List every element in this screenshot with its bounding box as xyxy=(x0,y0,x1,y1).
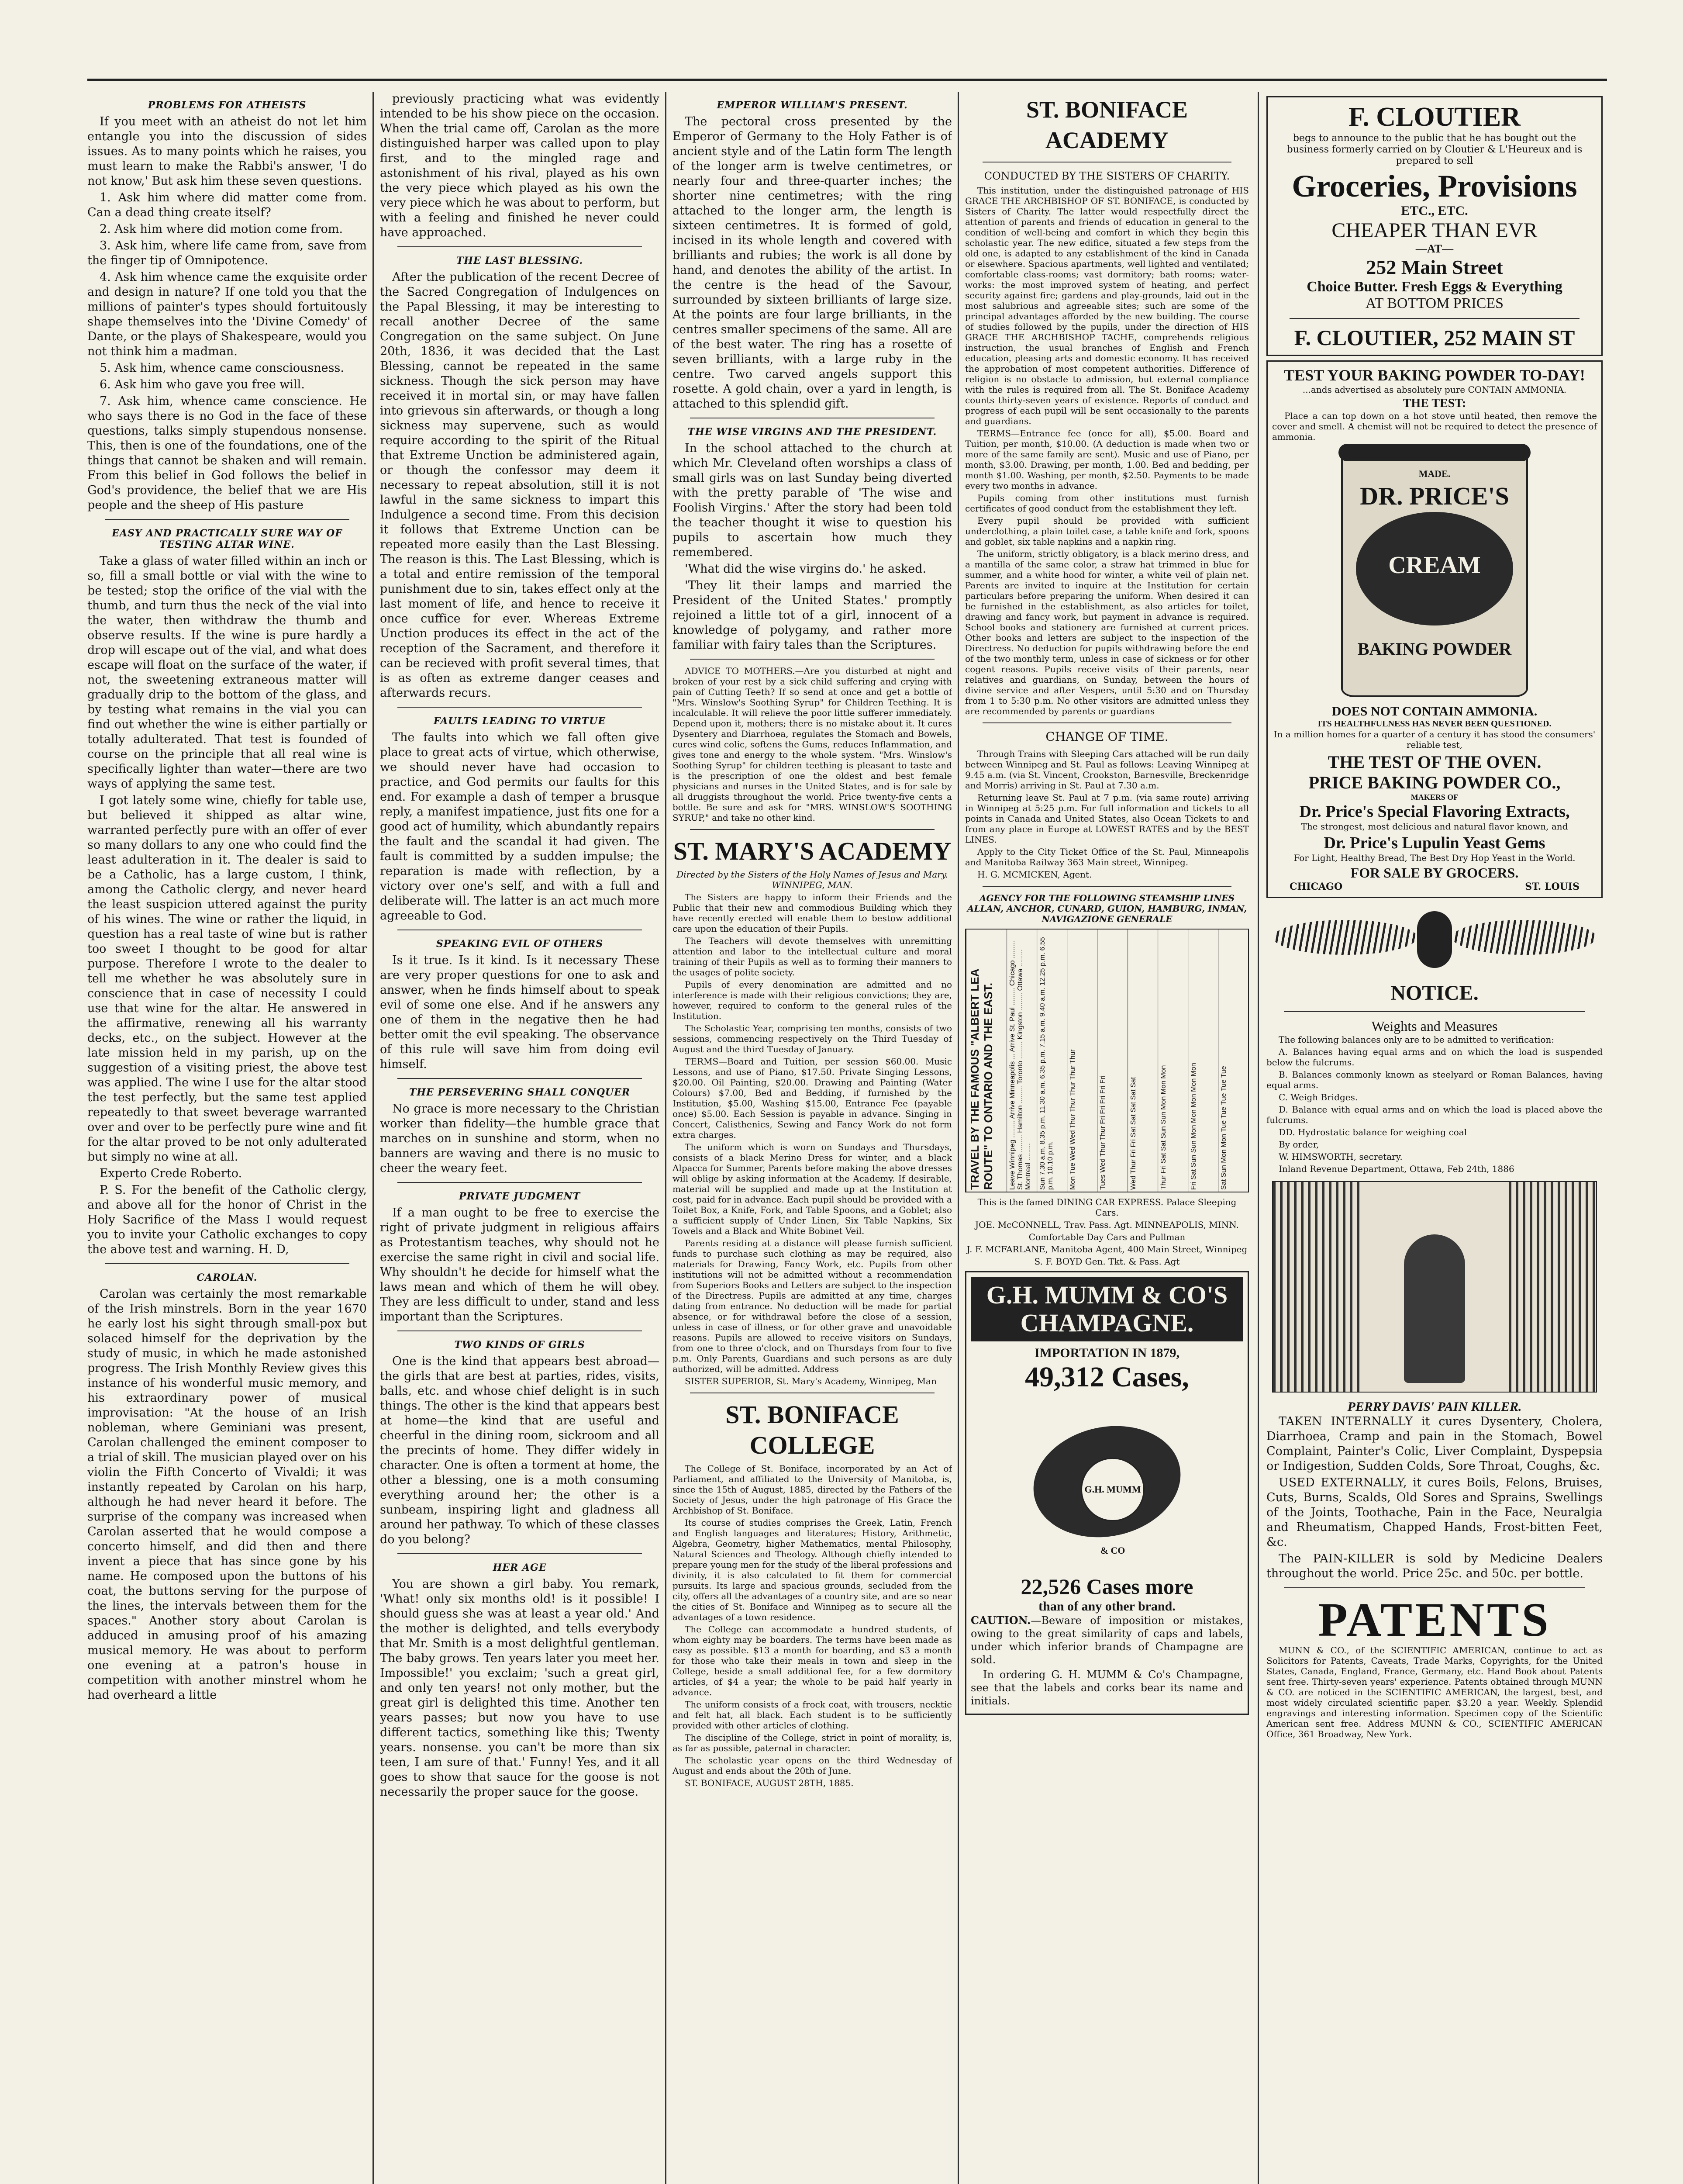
mumm-than: than of any other brand. xyxy=(1038,1599,1176,1614)
article xyxy=(380,938,659,1072)
column-rule xyxy=(665,92,666,2184)
article xyxy=(87,1272,367,1703)
paragraph: TAKEN INTERNALLY it cures Dysentery, Cholera, Diarrhoea, Cramp and pain in the Stomach, Bowel Complaint, Painter's Colic, Liver Complaint, Dyspepsia or Indigestion, Sudden Colds, Sore Throat, Coughs, &c. xyxy=(1266,1415,1603,1473)
paragraph: One is the kind that appears best abroad—the girls that are best at parties, rides, visits, balls, etc. and whose chief delight is in such things. The other is the kind that appears best at home—the kind that are useful and cheerful in the dining room, sickroom and all the precints of home. They differ widely in character. One is often a torment at home, the other a blessing, one is a moth consuming everything around her; the other is a sunbeam, inspiring light and gladness all around her pathway. To which of these classes do you belong? xyxy=(380,1355,659,1546)
paragraph: 5. Ask him, whence came consciousness. xyxy=(100,361,344,375)
paragraph: The Teachers will devote themselves with unremitting attention and labor to the intellectual culture and moral training of their Pupils as well as to forming their manners to the usages of polite society. xyxy=(673,936,952,978)
paragraph: 6. Ask him who gave you free will. xyxy=(100,378,305,391)
article xyxy=(673,100,952,411)
academy-subtitle: CONDUCTED BY THE SISTERS OF CHARITY. xyxy=(984,170,1230,182)
can-mid: CREAM xyxy=(1388,552,1481,579)
person-icon xyxy=(1404,1234,1465,1383)
article xyxy=(673,1400,952,1788)
timetable-side-1: Comfortable Day Cars and Pullman xyxy=(1028,1232,1186,1242)
cloutier-etc: ETC., ETC. xyxy=(1401,204,1468,218)
mumm-heading: G.H. MUMM & CO'S CHAMPAGNE. xyxy=(971,1277,1243,1341)
timetable-column: Tues Wed Thur Thur Fri Fri Fri Fri Fri xyxy=(1097,930,1127,1192)
divider xyxy=(397,1553,642,1554)
article-title: ST. MARY'S ACADEMY xyxy=(673,837,952,865)
paragraph: D. Balance with equal arms and on which the load is placed above the fulcrums. xyxy=(1266,1104,1603,1125)
divider xyxy=(397,246,642,247)
paragraph: W. HIMSWORTH, secretary. xyxy=(1279,1151,1403,1162)
paragraph: The College can accommodate a hundred students, of whom eighty may be boarders. The terms have been made as easy as possible. $13 a month for boarding, and $3 a month for those who take their meals in town and sleep in the College, beside a small additional fee, for a few dormitory articles, of $4 a year; the whole to be paid half yearly in advance. xyxy=(673,1624,952,1697)
paragraph: previously practicing what was evidently intended to be his show piece on the occasion. When the trial came off, Carolan as the more distinguished harper was called upon to play first, and to the mingled rage and astonishment of his rival, played as his own the very piece which played as his own the very piece which he was about to perform, but with a feeling and finished he never could have approached. xyxy=(380,92,659,239)
article-title: SPEAKING EVIL OF OTHERS xyxy=(436,938,604,950)
column-2 xyxy=(380,92,659,2184)
paragraph: Its course of studies comprises the Greek, Latin, French and English languages and literatures; History, Arithmetic, Algebra, Geometry, higher Mathematics, mental Philosophy, Natural Sciences and Theology. Although chiefly intended to prepare young men for the study of the liberal professions and divinity, it is also calculated to fit them for commercial pursuits. Its large and spacious grounds, secluded from the city, offers all the advantages of a country site, and are so near the cities of St. Boniface and Winnipeg as to secure all the advantages of a town residence. xyxy=(673,1517,952,1622)
paragraph: The uniform which is worn on Sundays and Thursdays, consists of a black Merino Dress for winter, and a black Alpacca for Summer, Parents before making the above dresses will oblige by asking information at the Academy. If desirable, material will be supplied and made up at the Institution at cost, paid for in advance. Each pupil should be provided with a Toilet Box, a Knife, Fork, and Table Spoons, and a Goblet; also a sufficient supply of Under Linen, Six Table Napkins, Six Towels and a Black and White Bobinet Veil. xyxy=(673,1142,952,1236)
paragraph: This institution, under the distinguished patronage of HIS GRACE THE ARCHBISHOP OF ST. BONIFACE, is conducted by Sisters of Charity. The latter would respectfully direct the attention of parents and friends of education in general to the condition of well-being and comfort in which they begin this scholastic year. The new edifice, situated a few steps from the old one, is adapted to any establishment of the kind in Canada or elsewhere. Spacious apartments, well lighted and ventilated; comfortable class-rooms; vast dormitory; bath rooms; water-works: the most improved system of heating, and perfect security against fire; gardens and play-grounds, laid out in the most salubrious and agreeable sites; such are some of the principal advantages afforded by the new building. The course of studies followed by the pupils, under the direction of HIS GRACE THE ARCHBISHOP TACHE, comprehends religious instruction, the usual branches of English and French education, pleasing arts and domestic economy. It has received the approbation of most competent authorities. Difference of religion is no obstacle to admission, but external compliance with the rules is required from all. The St. Boniface Academy counts thirty-seven years of existence. Reports of conduct and progress of each pupil will be sent occasionally to the parents and guardians. xyxy=(965,185,1249,426)
cloutier-at: —AT— xyxy=(1415,242,1454,255)
article xyxy=(380,715,659,923)
article xyxy=(87,528,367,1257)
article-title: CAROLAN. xyxy=(197,1272,258,1283)
divider xyxy=(397,1078,642,1079)
timetable-note: This is the famed DINING CAR EXPRESS. Palace Sleeping Cars. xyxy=(977,1197,1237,1218)
article-title: ST. BONIFACE COLLEGE xyxy=(725,1400,899,1459)
bp-chicago: CHICAGO xyxy=(1290,881,1343,892)
divider xyxy=(1284,1587,1585,1588)
paragraph: C. Weigh Bridges. xyxy=(1279,1092,1358,1102)
paragraph: The discipline of the College, strict in point of morality, is, as far as possible, paternal in character. xyxy=(673,1732,952,1753)
bp-healthful: ITS HEALTHFULNESS HAS NEVER BEEN QUESTIONED. xyxy=(1317,719,1552,729)
paragraph: The uniform, strictly obligatory, is a black merino dress, and a mantilla of the same color, a straw hat trimmed in blue for summer, and a white hood for winter, a white veil of plain net. Parents are invited to inquire at the Institution for certain particulars before preparing the uniform. When desired it can be furnished in the establishment, as also articles for toilet, drawing and fancy work, but payment in advance is required. School books and stationery are furnished at current prices. Other books and letters are subject to the inspection of the Directress. No deduction for pupils withdrawing before the end of the two monthly term, unless in case of sickness or for other cogent reasons. Pupils receive visits of their parents, near relatives and guardians, on Sunday, between the hours of divine service and after Vespers, until 5:30 and on Thursday from 1 to 5:30 p.m. No other visitors are admitted unless they are recommended by parents or guardians xyxy=(965,549,1249,716)
divider xyxy=(690,829,935,830)
divider xyxy=(1284,1011,1585,1012)
paragraph: The scholastic year opens on the third Wednesday of August and ends about the 20th of June. xyxy=(673,1755,952,1776)
bp-sub: ...ands advertised as absolutely pure CONTAIN AMMONIA. xyxy=(1302,384,1567,395)
paragraph: Is it true. Is it kind. Is it necessary These are very proper questions for one to ask and answer, when he finds himself about to speak evil of some one else. And if he answers any one of them in the negative then he had better omit the evil speaking. The observance of this rule will save him from doing evil himself. xyxy=(380,954,659,1071)
paragraph: In the school attached to the church at which Mr. Cleveland often worships a class of small girls was on last Sunday being diverted with the pretty parable of 'The wise and Foolish Virgins.' After the story had been told the teacher thought it wise to question his pupils to ascertain how much they remembered. xyxy=(673,442,952,559)
divider xyxy=(397,707,642,708)
paragraph: 3. Ask him, where life came from, save from the finger tip of Omnipotence. xyxy=(87,239,367,267)
paragraph: DD. Hydrostatic balance for weighing coal xyxy=(1279,1127,1467,1137)
column-3 xyxy=(673,92,952,2184)
timetable-column: Mon Tue Wed Wed Thur Thur Thur Thur Thur xyxy=(1067,930,1097,1192)
cloutier-ad xyxy=(1266,96,1603,356)
cloutier-name: F. CLOUTIER xyxy=(1348,102,1521,132)
mumm-cases: 49,312 Cases, xyxy=(1025,1361,1189,1393)
paragraph: Pupils coming from other institutions must furnish certificates of good conduct from the establishment they left. xyxy=(965,493,1249,514)
paragraph: Experto Crede Roberto. xyxy=(100,1167,242,1180)
paragraph: Inland Revenue Department, Ottawa, Feb 24th, 1886 xyxy=(1279,1164,1514,1174)
notice-title: NOTICE. xyxy=(1390,981,1479,1005)
paragraph: The College of St. Boniface, incorporated by an Act of Parliament, and affiliated to the University of Manitoba, is, since the 15th of August, 1885, directed by the Fathers of the Society of Jesus, under the high patronage of His Grace the Archbishop of St. Boniface. xyxy=(673,1463,952,1516)
article-title: PRIVATE JUDGMENT xyxy=(459,1191,581,1202)
paragraph: No grace is more necessary to the Christian worker than fidelity—the humble grace that marches on in sunshine and storm, when no banners are waving and there is no music to cheer the weary feet. xyxy=(380,1102,659,1175)
change-of-time-title: CHANGE OF TIME. xyxy=(1045,729,1169,744)
paragraph: The PAIN-KILLER is sold by Medicine Dealers throughout the world. Price 25c. and 50c. per bottle. xyxy=(1266,1552,1603,1580)
timetable-column: Sun 7.30 a.m. 8.35 p.m. 11.30 a.m. 6.35 p.m. 7.15 a.m. 9.40 a.m. 12.25 p.m. 6.55 p.m. 10.10 p.m. xyxy=(1037,930,1067,1192)
paragraph: Pupils of every denomination are admitted and no interference is made with their religious convictions; they are, however, required to conform to the general rules of the Institution. xyxy=(673,979,952,1021)
paragraph: 1. Ask him where did matter come from. Can a dead thing create itself? xyxy=(87,191,367,219)
paragraph: Take a glass of water filled within an inch or so, fill a small bottle or vial with the wine to be tested; stop the orifice of the vial with the thumb, and turn thus the neck of the vial into the water, then withdraw the thumb and observe results. If the wine is pure hardly a drop will escape out of the vial, and what does escape will float on the surface of the water, if not, the sweetening extraneous matter will gradually drip to the bottom of the glass, and by testing what remains in the vial you can find out whether the wine is either partially or totally adulterated. That test is founded of course on the principle that all real wine is specifically lighter than water—there are two ways of applying the same test. xyxy=(87,554,367,791)
article xyxy=(673,836,952,1386)
paragraph: The Scholastic Year, comprising ten months, consists of two sessions, commencing respectively on the Third Tuesday of August and the third Tuesday of January. xyxy=(673,1023,952,1054)
paragraph: You are shown a girl baby. You remark, 'What! only six months old! is it possible! I should guess she was at least a year old.' And the mother is delighted, and tells everybody that Mr. Smith is a most delightful gentleman. The baby grows. Ten years later you meet her. Impossible!' you exclaim; 'such a great girl, and only ten years! not only mother, but the great girl is delighted this time. Another ten years passes; but now you have to use different tactics, something like this; Twenty years. nonsense. you can't be more than six teen, I am sure of that.' Funny! Yes, and it all goes to show that sauce for the goose is not necessarily the proper sauce for the goose. xyxy=(380,1577,659,1799)
paragraph: H. G. MCMICKEN, Agent. xyxy=(977,869,1092,880)
change-of-time-body xyxy=(965,749,1249,880)
divider xyxy=(397,1330,642,1331)
divider xyxy=(983,886,1231,887)
eagle-icon xyxy=(1273,902,1596,977)
timetable-agent: JOE. McCONNELL, Trav. Pass. Agt. MINNEAPOLIS, MINN. xyxy=(975,1220,1239,1230)
column-4 xyxy=(965,92,1249,2184)
paragraph: The following balances only are to be admitted to verification: xyxy=(1279,1034,1555,1045)
timetable-side-2: J. F. MCFARLANE, Manitoba Agent, 400 Main Street, Winnipeg xyxy=(966,1244,1248,1254)
column-5 xyxy=(1266,92,1603,2184)
article-title: THE LAST BLESSING. xyxy=(456,255,583,266)
baking-powder-ad xyxy=(1266,360,1603,898)
column-rule xyxy=(1258,92,1259,2184)
cloutier-cheaper: CHEAPER THAN EVR xyxy=(1331,219,1538,242)
paragraph: If a man ought to be free to exercise the right of private judgment in religious affairs as Protestantism teaches, why should not he exercise the same right in civil and social life. Why shouldn't he decide for himself what the laws mean and which of them he will obey. They are less difficult to under, stand and less important than the Scriptures. xyxy=(380,1206,659,1324)
article-title: FAULTS LEADING TO VIRTUE xyxy=(433,715,606,727)
bp-test-text: Place a can top down on a hot stove until heated, then remove the cover and smell. A chemist will not be required to detect the presence of ammonia. xyxy=(1272,411,1597,442)
bp-lupulin: Dr. Price's Lupulin Yeast Gems xyxy=(1324,834,1545,852)
paragraph: B. Balances commonly known as steelyard or Roman Balances, having equal arms. xyxy=(1266,1069,1603,1090)
paragraph: After the publication of the recent Decree of the Sacred Congregation of Indulgences on the Papal Blessing, it may be interesting to recall another Decree of the same Congregation on the same subject. On June 20th, 1836, it was decided that the Last Blessing, cannot be repeated in the same sickness. Though the sick person may have received it in mortal sin, or may have fallen into grievous sin afterwards, or though a long sickness may supervene, such as would require according to the spirit of the Ritual that Extreme Unction be administered again, or though the confessor may deem it necessary to repeat absolution, still it is not lawful in the same sickness to impart this Indulgence a second time. From this decision it follows that Extreme Unction can be repeated more easily than the Last Blessing. The reason is this. The Last Blessing, which is a total and entire remission of the temporal punishment due to sin, takes effect only at the last moment of life, and hence to receive it once cuffice for ever. Whereas Extreme Unction produces its effect in the act of the reception of the Sacrament, and therefore it can be recieved with profit several times, that is as often as extreme danger ceases and afterwards recurs. xyxy=(380,270,659,700)
top-border xyxy=(87,79,1607,81)
timetable-side-3: S. F. BOYD Gen. Tkt. & Pass. Agt xyxy=(1034,1256,1180,1267)
paragraph: The faults into which we fall often give place to great acts of virtue, which otherwise, we should never have had occasion to practice, and God permits our faults for this end. For example a dash of temper a brusque reply, a manifest impatience, just fits one for a good act of humility, which abundantly repairs the fault and the scandal it had given. The fault is committed by a sudden impulse; the reparation is made with reflection, by a victory over one's self, and with a full and deliberate will. The latter is an act much more agreeable to God. xyxy=(380,731,659,923)
article-subtitle: Directed by the Sisters of the Holy Names of Jesus and Mary. WINNIPEG, MAN. xyxy=(676,869,948,890)
article xyxy=(380,92,659,240)
divider xyxy=(397,1182,642,1183)
article-title: EMPEROR WILLIAM'S PRESENT. xyxy=(717,100,908,111)
column-1 xyxy=(87,92,367,2184)
notice-body xyxy=(1266,1034,1603,1174)
column-rule xyxy=(372,92,374,2184)
patents-title: PATENTS xyxy=(1318,1593,1551,1646)
bp-stlouis: ST. LOUIS xyxy=(1525,881,1580,892)
paragraph: By order, xyxy=(1279,1139,1319,1150)
railroad-timetable xyxy=(965,929,1249,1192)
paragraph: The pectoral cross presented by the Emperor of Germany to the Holy Father is of ancient style and of the Latin form The length of the longer arm is twelve centimetres, or nearly four and three-quarter inches; the shorter nine centimetres; with the ring attached to the longer arm, the length is sixteen centimetres. It is formed of gold, incised in its whole length and covered with brilliants and rubies; the work is all done by hand, and denotes the ability of the artist. In the centre is the head of the Savour, surrounded by sixteen brilliants of large size. At the points are four large brilliants, in the centres smaller specimens of the same. All are of the best water. The ring has a rosette of seven brilliants, with a large ruby in the centre. Two carved angels support this rosette. A gold chain, over a yard in length, is attached to this splendid gift. xyxy=(673,115,952,411)
divider xyxy=(105,519,349,520)
paragraph: Every pupil should be provided with sufficient underclothing, a plain toilet case, a table knife and fork, spoons and goblet, six table napkins and a napkin ring. xyxy=(965,515,1249,547)
timetable-column: Wed Thur Fri Fri Sat Sat Sat Sat Sat xyxy=(1128,930,1158,1192)
paragraph: USED EXTERNALLY, it cures Boils, Felons, Bruises, Cuts, Burns, Scalds, Old Sores and Sprains, Swellings of the Joints, Toothache, Pain in the Face, Neuralgia and Rheumatism, Chapped Hands, Frost-bitten Feet, &c. xyxy=(1266,1476,1603,1549)
cloutier-intro: begs to announce to the public that he has bought out the business formerly carried on by Cloutier & L'Heureux and is prepared to sell xyxy=(1286,133,1583,166)
pain-killer-heading: PERRY DAVIS' PAIN KILLER. xyxy=(1347,1400,1522,1414)
academy-title: ST. BONIFACE ACADEMY xyxy=(1026,97,1188,153)
can-top: DR. PRICE'S xyxy=(1360,482,1509,510)
divider xyxy=(105,1263,349,1264)
steamship-lines: AGENCY FOR THE FOLLOWING STEAMSHIP LINES ALLAN, ANCHOR, CUNARD, GUION, HAMBURG, INMAN, NAVIGAZIONE GENERALE xyxy=(967,893,1247,924)
bp-makers: MAKERS OF xyxy=(1411,793,1459,802)
pain-killer-body xyxy=(1266,1414,1603,1581)
can-made: MADE. xyxy=(1418,468,1451,479)
paragraph: Through Trains with Sleeping Cars attached will be run daily between Winnipeg and St. Paul as follows: Leaving Winnipeg at 9.45 a.m. (via St. Vincent, Crookston, Barnesville, Breckenridge and Morris) arriving in St. Paul at 7.30 a.m. xyxy=(965,749,1249,791)
divider xyxy=(690,659,935,660)
caution-text-2: In ordering G. H. MUMM & Co's Champagne, see that the labels and corks bear its name and initials. xyxy=(971,1669,1243,1707)
cloutier-groceries: Groceries, Provisions xyxy=(1292,169,1577,204)
article xyxy=(380,1339,659,1547)
article xyxy=(380,1562,659,1800)
paragraph: P. S. For the benefit of the Catholic clergy, and above all for the honor of Christ in the Holy Sacrifice of the Mass I would request you to invite your Catholic exchanges to copy the above test and warning. H. D, xyxy=(87,1183,367,1256)
cloutier-footer: F. CLOUTIER, 252 MAIN ST xyxy=(1294,325,1575,350)
article-title: THE PERSEVERING SHALL CONQUER xyxy=(409,1087,631,1098)
academy-body xyxy=(965,185,1249,716)
divider xyxy=(983,722,1231,723)
article xyxy=(673,426,952,653)
bp-strongest: The strongest, most delicious and natural flavor known, and xyxy=(1301,821,1568,832)
paragraph: Returning leave St. Paul at 7 p.m. (via same route) arriving in Winnipeg at 5:25 p.m. For full information and tickets to all points in Canada and United States, also Ocean Tickets to and from any place in Europe at LOWEST RATES and by the BEST LINES. xyxy=(965,792,1249,845)
cloutier-prices: AT BOTTOM PRICES xyxy=(1365,295,1504,311)
article xyxy=(87,100,367,513)
article xyxy=(380,255,659,701)
can-bot: BAKING POWDER xyxy=(1357,639,1512,659)
paragraph: If you meet with an atheist do not let him entangle you into the discussion of sides issues. As to many points which he raises, you must learn to make the Rabbi's answer, 'I do not know,' But ask him these seven questions. xyxy=(87,115,367,188)
paragraph: 4. Ask him whence came the exquisite order and design in nature? If one told you that the millions of painter's types should fortuitously shape themselves into the 'Divine Comedy' of Dante, or the plays of Shakespeare, would you not think him a madman. xyxy=(87,270,367,358)
bp-no-ammonia: DOES NOT CONTAIN AMMONIA. xyxy=(1331,704,1538,719)
caution-text: —Beware of imposition or mistakes, owing to the great similarity of caps and labels, under which inferior brands of Champagne are sold. xyxy=(971,1614,1243,1666)
paragraph: 'What did the wise virgins do.' he asked. xyxy=(685,562,927,576)
caution-heading: CAUTION. xyxy=(971,1614,1031,1627)
paragraph: The uniform consists of a frock coat, with trousers, necktie and felt hat, all black. Each student is to be sufficiently provided with other articles of clothing. xyxy=(673,1699,952,1731)
bp-company: PRICE BAKING POWDER CO., xyxy=(1308,773,1561,792)
pain-killer-illustration xyxy=(1272,1181,1597,1393)
bp-flavoring: Dr. Price's Special Flavoring Extracts, xyxy=(1299,802,1570,821)
baking-powder-can-icon xyxy=(1341,449,1528,697)
paragraph: ADVICE TO MOTHERS.—Are you disturbed at night and broken of your rest by a sick child suffering and crying with pain of Cutting Teeth? If so send at once and get a bottle of "Mrs. Winslow's Soothing Syrup" for Children Teething. It is incalculable. It will relieve the poor little sufferer immediately. Depend upon it, mothers; there is no mistake about it. It cures Dysentery and Diarrhoea, regulates the Stomach and Bowels, cures wind colic, softens the Gums, reduces Inflammation, and gives tone and energy to the whole system. "Mrs. Winslow's Soothing Syrup" for children teething is pleasant to taste and is the prescription of one the oldest and best female physicians and nurses in the United States, and is for sale by all druggists throughout the world. Price twenty-five cents a bottle. Be sure and ask for "MRS. WINSLOW'S SOOTHING SYRUP," and take no other kind. xyxy=(673,666,952,823)
timetable-column: Fri Sat Sun Sun Mon Mon Mon Mon Mon xyxy=(1188,930,1218,1192)
paragraph: 7. Ask him, whence came conscience. He who says there is no God in the face of these questions, talks simply stupendous nonsense. This, then is one of the foundations, one of the things that cannot be shaken and will remain. From this belief in God follows the belief in God's providence, the belief that we are His people and the sheep of His pasture xyxy=(87,394,367,512)
article-title: HER AGE xyxy=(493,1562,547,1573)
bottle-label: G.H. MUMM & CO xyxy=(1081,1458,1145,1521)
timetable-column: Sat Sun Mon Mon Tue Tue Tue Tue Tue xyxy=(1218,930,1248,1192)
mumm-importation: IMPORTATION IN 1879, xyxy=(1034,1346,1179,1360)
article xyxy=(380,1087,659,1176)
notice-subtitle: Weights and Measures xyxy=(1371,1018,1498,1034)
column-rule xyxy=(958,92,959,2184)
bp-sale: FOR SALE BY GROCERS. xyxy=(1350,865,1519,881)
cloutier-address: 252 Main Street xyxy=(1366,256,1503,278)
bp-oven: THE TEST OF THE OVEN. xyxy=(1328,752,1542,772)
mumm-champagne-ad xyxy=(965,1271,1249,1715)
paragraph: TERMS—Entrance fee (once for all), $5.00. Board and Tuition, per month, $10.00. (A deduction is made when two or more of the same family are sent). Music and use of Piano, per month, $3.00. Drawing, per month, 1.00. Bed and bedding, per month $1.00. Washing, per month, $2.50. Payments to be made every two months in advance. xyxy=(965,428,1249,491)
paragraph: Apply to the City Ticket Office of the St. Paul, Minneapolis and Manitoba Railway 363 Main street, Winnipeg. xyxy=(965,847,1249,867)
bp-million: In a million homes for a quarter of a century it has stood the consumers' reliable test, xyxy=(1273,729,1596,750)
divider xyxy=(1290,318,1580,319)
paragraph: The Sisters are happy to inform their Friends and the Public that their new and commodious Building which they have recently erected will enable them to bestow additional care upon the education of their Pupils. xyxy=(673,892,952,934)
article-title: EASY AND PRACTICALLY SURE WAY OF TESTING ALTAR WINE. xyxy=(112,528,342,550)
paragraph: A. Balances having equal arms and on which the load is suspended below the fulcrums. xyxy=(1266,1047,1603,1068)
paragraph: TERMS—Board and Tuition, per session $60.00. Music Lessons, and use of Piano, $17.50. Private Singing Lessons, $20.00. Oil Painting, $20.00. Drawing and Painting (Water Colours) $7.00, Bed and Bedding, if furnished by the Institution, $5.00, Washing $15.00, Entrance Fee (payable once) $5.00. Each Session is payable in advance. Singing in Concert, Calisthenics, Sewing and Fancy Work do not form extra charges. xyxy=(673,1056,952,1140)
champagne-bottle-icon xyxy=(1015,1401,1199,1567)
paragraph: Parents residing at a distance will please furnish sufficient funds to purchase such clothing as may be required, also materials for Drawing, Fancy Work, etc. Pupils from other institutions will not be admitted without a recommendation from Superiors Books and Letters are subject to the inspection of the Directress. Pupils are admitted at any time, charges dating from entrance. No deduction will be made for partial absence, or for withdrawal before the close of a session, unless in case of illness, or for other grave and unavoidable reasons. Pupils are allowed to receive visitors on Sundays, from one to three o'clock, and on Thursdays from four to five p.m. Only Parents, Guardians and such persons as are duly authorized, will be admitted. Address xyxy=(673,1238,952,1374)
article-title: PROBLEMS FOR ATHEISTS xyxy=(148,100,307,111)
paragraph: Carolan was certainly the most remarkable of the Irish minstrels. Born in the year 1670 he early lost his sight through small-pox but solaced himself for the deprivation by the study of music, in which he made astonished progress. The Irish Monthly Review gives this instance of his wonderful music memory, and his extraordinary power of musical improvisation: "At the house of an Irish nobleman, where Geminiani was present, Carolan challenged the eminent composer to a trial of skill. The musician played over on his violin the Fifth Concerto of Vivaldi; it was instantly repeated by Carolan on his harp, although he had never heard it before. The surprise of the company was increased when Carolan asserted that he would compose a concerto himself, and did then and there invent a piece that has since gone by his name. He composed upon the buttons of his coat, the buttons serving for the purpose of the lines, the intervals between them for the spaces." Another story about Carolan is adduced in amusing proof of his amazing musical memory. He was about to perform one evening at a patron's house in competition with another minstrel whom he had overheard a little xyxy=(87,1287,367,1702)
paragraph: I got lately some wine, chiefly for table use, but believed it shipped as altar wine, warranted perfectly pure with an offer of ever so many dollars to any one who could find the least adulteration in it. The dealer is said to be a Catholic, has a large custom, I think, among the Catholic clergy, and never heard the least suspicion uttered against the purity of his wines. The wine or rather the liquid, in question has a real taste of wine but is rather too sweet I thought to be good for altar purpose. Therefore I wrote to the dealer to tell me whether he was absolutely sure in conscience that in case of necessity I could use that wine for the altar. He answered in the affirmative, renewing all his warranty decks, etc., on the subject. However at the late mission held in my parish, up on the suggestion of a visiting priest, the above test was applied. The wine I use for the altar stood the test perfectly, but the same test applied repeatedly to that sweet beverage warranted over and over to be perfectly pure wine and fit for the altar proved to be not only adulterated but simply no wine at all. xyxy=(87,794,367,1164)
paragraph: SISTER SUPERIOR, St. Mary's Academy, Winnipeg, Man xyxy=(685,1376,937,1386)
bp-test: THE TEST: xyxy=(1403,397,1466,410)
bp-light: For Light, Healthy Bread, The Best Dry Hop Yeast in the World. xyxy=(1293,853,1576,863)
timetable-column: Thur Fri Sat Sat Sun Sun Mon Mon Mon xyxy=(1158,930,1188,1192)
paragraph: ST. BONIFACE, AUGUST 28TH, 1885. xyxy=(685,1778,854,1788)
paragraph: 2. Ask him where did motion come from. xyxy=(100,222,343,236)
bp-heading: TEST YOUR BAKING POWDER TO-DAY! xyxy=(1284,366,1585,384)
albert-lea-route: TRAVEL BY THE FAMOUS "ALBERT LEA ROUTE" TO ONTARIO AND THE EAST. xyxy=(966,930,1007,1192)
cloutier-choice: Choice Butter. Fresh Eggs & Everything xyxy=(1307,279,1562,295)
newspaper-page xyxy=(87,66,1607,2184)
mumm-more: 22,526 Cases more xyxy=(1021,1574,1193,1599)
paragraph: 'They lit their lamps and married the President of the United States.' promptly rejoined a little tot of a girl, innocent of a knowledge of polygamy, and rather more familiar with fairy tales than the Scriptures. xyxy=(673,579,952,652)
article xyxy=(380,1191,659,1324)
timetable-column: Leave Winnipeg ......... Arrive Minneapolis ... Arrive St. Paul ......... Chicago ......... St. Thomas ......... Hamilton ......... Toronto ......... Kingston ......... Ottawa ......... Montreal ......... xyxy=(1007,930,1037,1192)
article xyxy=(673,666,952,823)
patents-text: MUNN & CO., of the SCIENTIFIC AMERICAN, continue to act as Solicitors for Patents, Caveats, Trade Marks, Copyrights, for the United States, Canada, England, France, Germany, etc. Hand Book about Patents sent free. Thirty-seven years' experience. Patents obtained through MUNN & CO. are noticed in the SCIENTIFIC AMERICAN, the largest, best, and most widely circulated scientific paper. $3.20 a year. Weekly. Splendid engravings and interesting information. Specimen copy of the Scientific American sent free. Address MUNN & CO., SCIENTIFIC AMERICAN Office, 361 Broadway, New York. xyxy=(1266,1645,1603,1739)
article-title: THE WISE VIRGINS AND THE PRESIDENT. xyxy=(687,426,937,438)
article-title: TWO KINDS OF GIRLS xyxy=(454,1339,585,1351)
